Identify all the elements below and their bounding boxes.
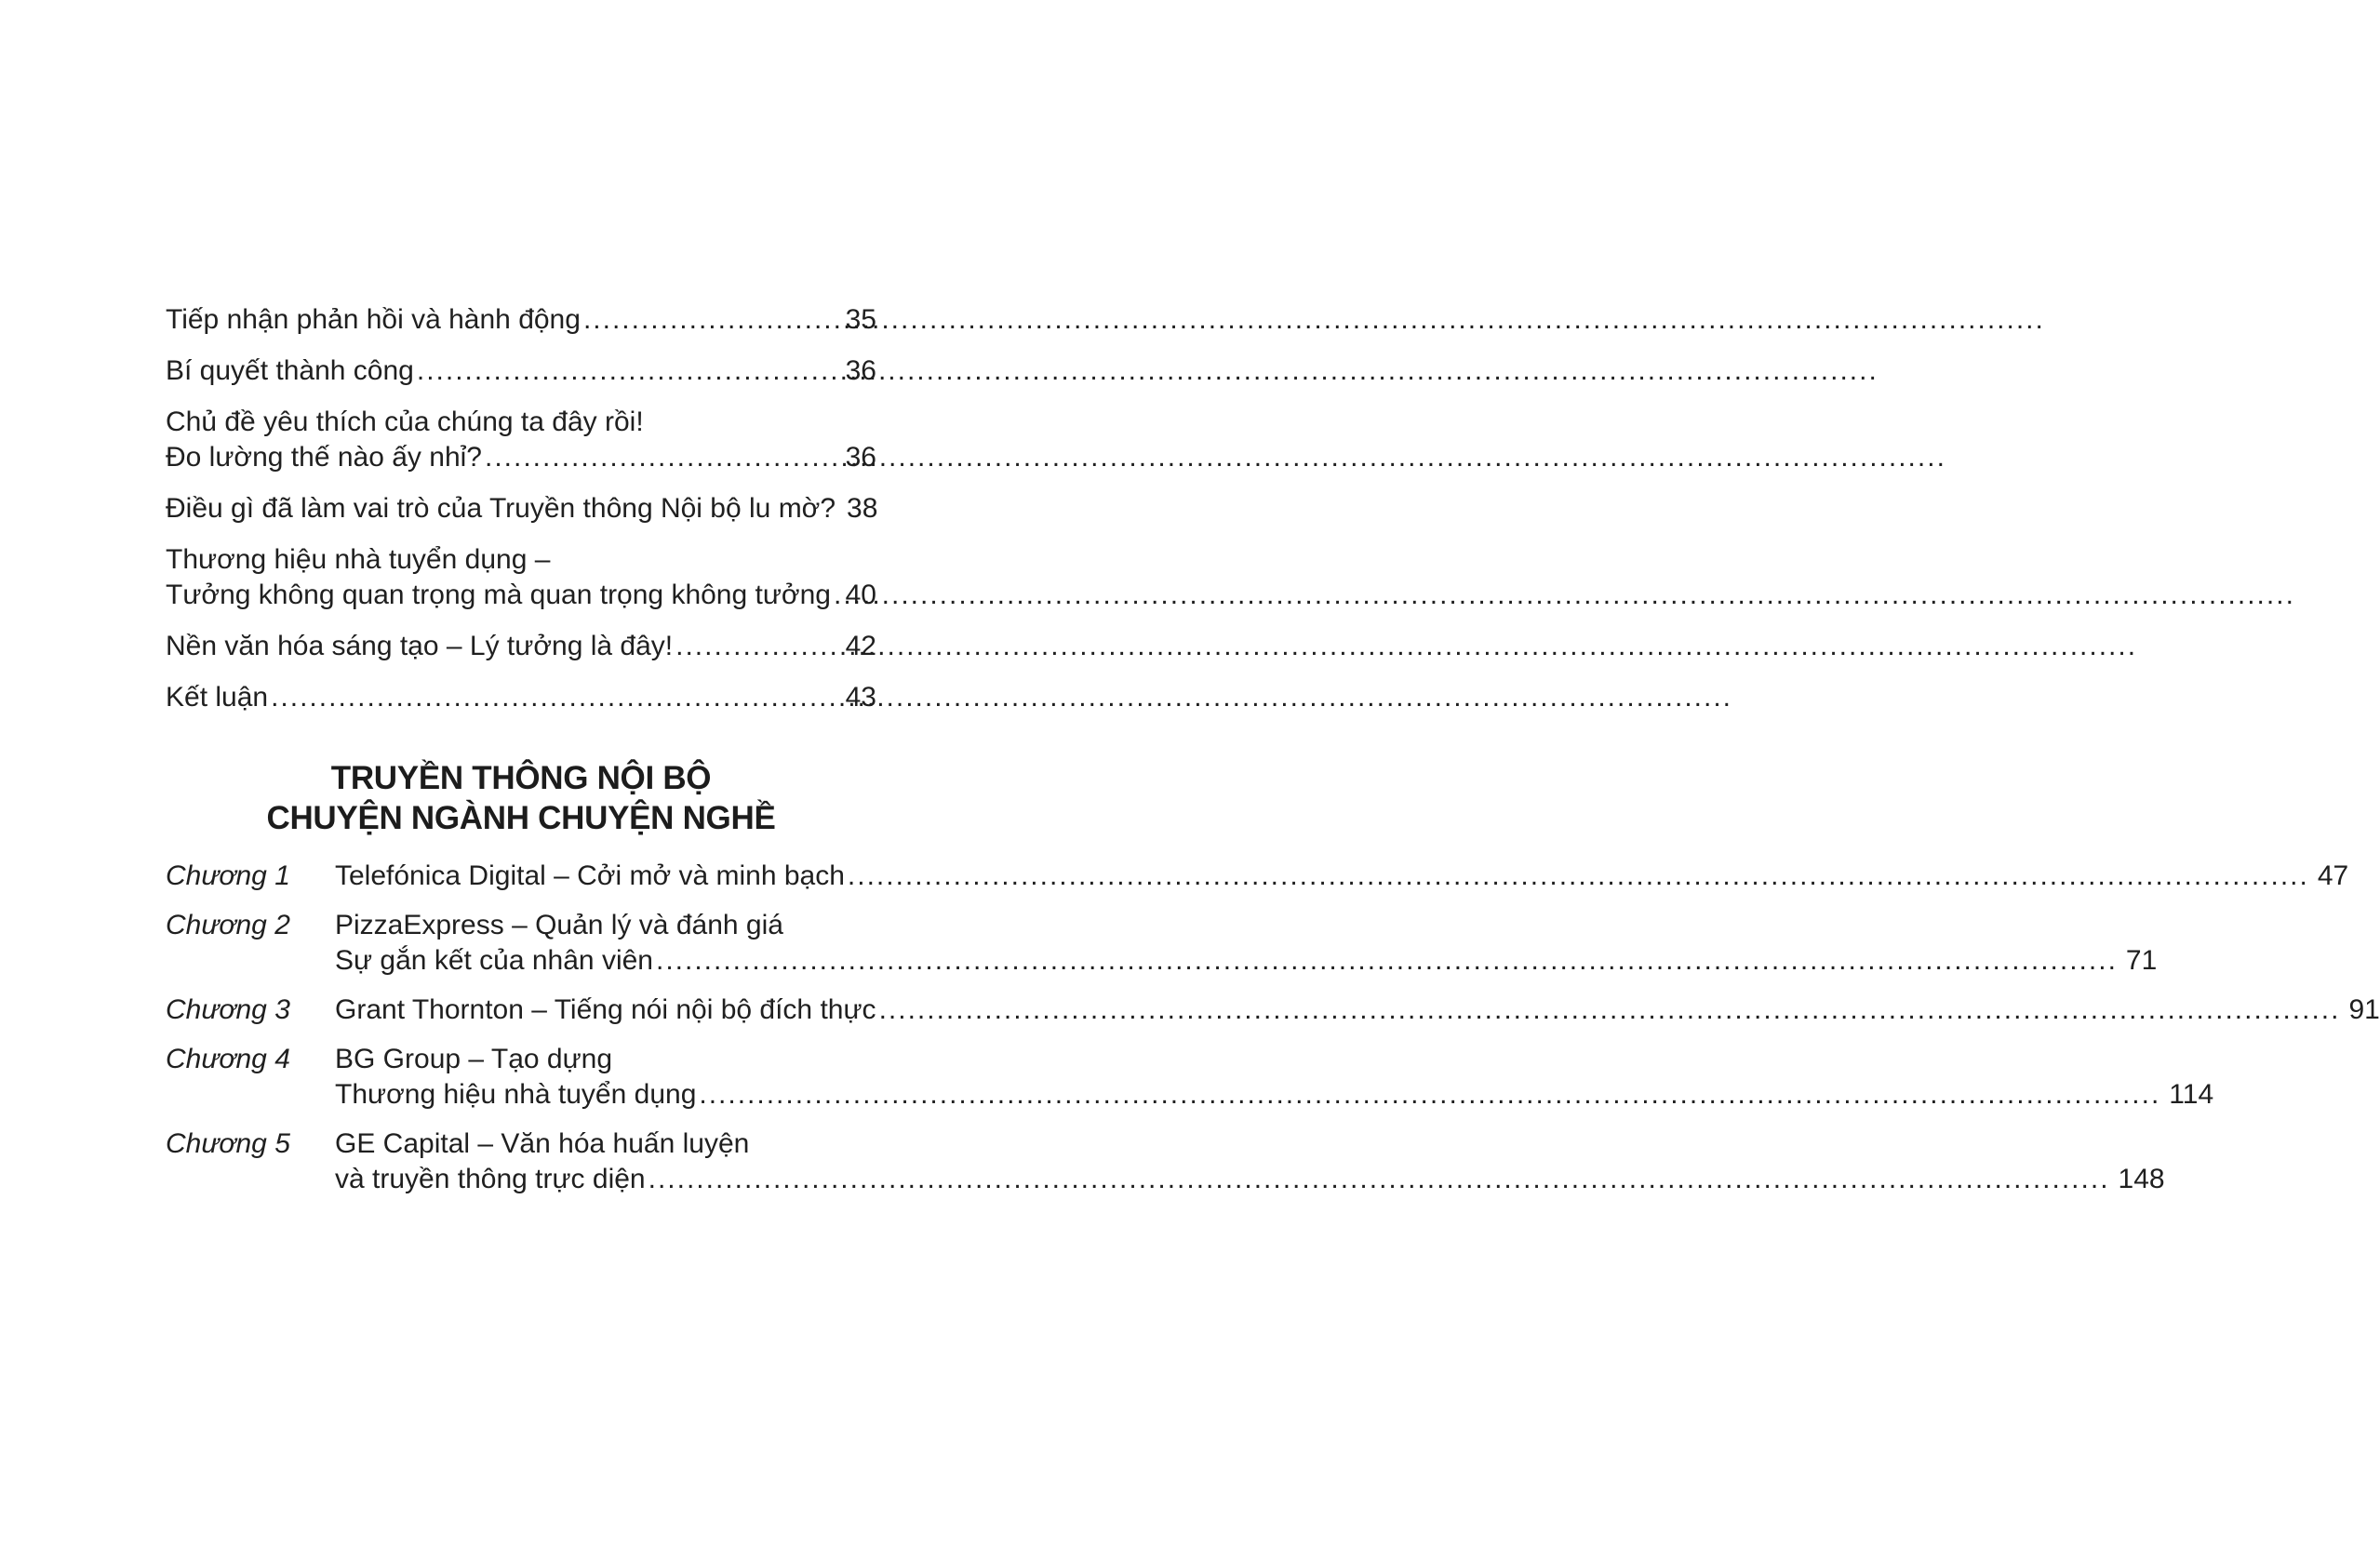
toc-entry-row	[335, 859, 2348, 894]
toc-entry-row	[335, 1077, 2213, 1113]
toc-entry-row	[166, 680, 876, 715]
section-heading-line2: CHUYỆN NGÀNH CHUYỆN NGHỀ	[266, 800, 776, 836]
toc-entry-title-line: Thương hiệu nhà tuyển dụng –	[166, 544, 551, 575]
toc-entry	[166, 680, 876, 715]
dot-leader	[834, 578, 837, 613]
section-heading	[166, 758, 876, 838]
page-number: 42	[845, 631, 876, 661]
chapter-title-line: PizzaExpress – Quản lý và đánh giá	[335, 910, 783, 940]
chapter-label: Chương 5	[166, 1128, 290, 1159]
toc-entry-row	[166, 491, 876, 526]
dot-leader	[271, 680, 837, 715]
toc-entry-row	[166, 578, 876, 613]
dot-leader	[417, 353, 837, 389]
dot-leader	[656, 943, 2118, 979]
chapter-title: Telefónica Digital – Cởi mở và minh bạch	[335, 860, 845, 891]
toc-entry-title: Tưởng không quan trọng mà quan trọng không tưởng	[166, 580, 831, 610]
page-number: 38	[847, 493, 878, 524]
chapter-entry	[166, 1042, 2214, 1113]
toc-entry	[166, 302, 876, 338]
toc-entry-row	[335, 943, 2157, 979]
toc-entry	[166, 353, 876, 389]
chapter-body	[335, 1042, 2213, 1113]
chapter-entry	[166, 908, 2158, 979]
chapter-entry	[166, 1126, 2165, 1197]
page-number: 47	[2317, 860, 2349, 891]
toc-entry-title: Bí quyết thành công	[166, 355, 414, 386]
chapter-title: Thương hiệu nhà tuyển dụng	[335, 1079, 697, 1110]
page-number: 35	[845, 304, 876, 335]
chapter-title: và truyền thông trực diện	[335, 1164, 646, 1194]
chapter-entry	[166, 993, 2380, 1028]
toc-entry-title: Điều gì đã làm vai trò của Truyền thông Nội bộ lu mờ?	[166, 493, 836, 524]
chapter-title-line: BG Group – Tạo dựng	[335, 1044, 613, 1074]
dot-leader	[583, 302, 837, 338]
toc-entry-row	[335, 993, 2380, 1028]
chapter-title: Sự gắn kết của nhân viên	[335, 945, 653, 976]
page-number: 114	[2169, 1079, 2214, 1110]
dot-leader	[485, 440, 837, 475]
chapter-label: Chương 2	[166, 910, 290, 940]
chapter-entry	[166, 859, 2349, 894]
page-number: 91	[2348, 994, 2380, 1025]
section-heading-line1: TRUYỀN THÔNG NỘI BỘ	[330, 760, 712, 796]
toc-entry	[166, 542, 876, 613]
toc-entry-row	[166, 440, 876, 475]
toc-entry-title: Tiếp nhận phản hồi và hành động	[166, 304, 581, 335]
dot-leader	[879, 993, 2341, 1028]
toc-entry-title: Đo lường thế nào ấy nhỉ?	[166, 442, 482, 473]
page-number: 36	[845, 355, 876, 386]
toc-entry-title: Kết luận	[166, 682, 269, 713]
dot-leader	[648, 1162, 2110, 1197]
toc-entry-row	[335, 1162, 2165, 1197]
page-number: 36	[845, 442, 876, 473]
dot-leader	[699, 1077, 2160, 1113]
chapter-label: Chương 1	[166, 860, 290, 891]
dot-leader	[848, 859, 2309, 894]
toc-entry-row	[166, 353, 876, 389]
toc-entry-title-line: Chủ đề yêu thích của chúng ta đây rồi!	[166, 406, 644, 437]
chapter-body	[335, 908, 2157, 979]
page-number: 71	[2125, 945, 2158, 976]
page-number: 43	[845, 682, 876, 713]
toc-entry	[166, 629, 876, 664]
chapter-body	[335, 1126, 2165, 1197]
dot-leader	[675, 629, 837, 664]
toc-entry	[166, 491, 876, 526]
chapter-title: Grant Thornton – Tiếng nói nội bộ đích thực	[335, 994, 876, 1025]
page-number: 40	[845, 580, 876, 610]
toc-entry-row	[166, 302, 876, 338]
toc-entry	[166, 405, 876, 475]
toc-entry-title: Nền văn hóa sáng tạo – Lý tưởng là đây!	[166, 631, 674, 661]
toc-entry-row	[166, 629, 876, 664]
chapter-label: Chương 3	[166, 994, 290, 1025]
chapter-body	[335, 859, 2348, 894]
page-number: 148	[2118, 1164, 2165, 1194]
chapter-title-line: GE Capital – Văn hóa huấn luyện	[335, 1128, 750, 1159]
chapter-body	[335, 993, 2380, 1028]
chapter-label: Chương 4	[166, 1044, 290, 1074]
